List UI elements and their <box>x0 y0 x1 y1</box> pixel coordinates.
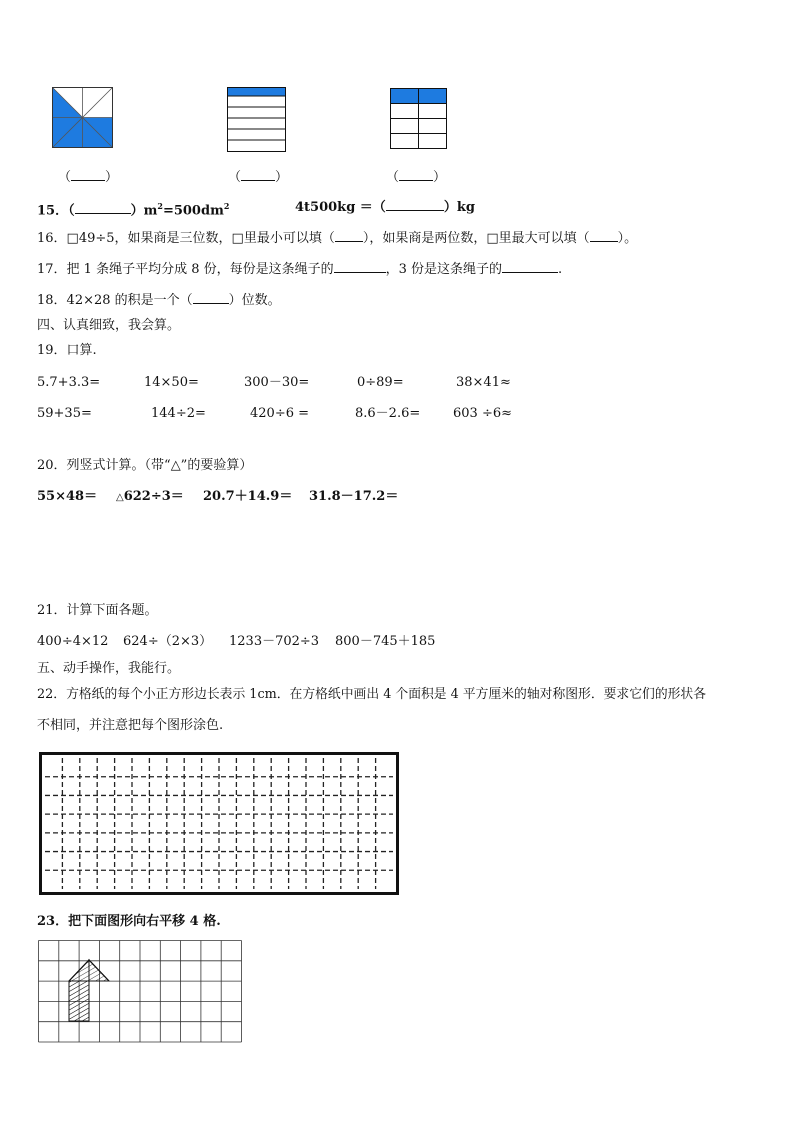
vertical-calc-item-verify <box>116 489 184 506</box>
question-18 <box>37 291 281 309</box>
dashed-grid-paper[interactable] <box>39 752 399 895</box>
unit-text: ）kg <box>443 200 475 215</box>
fraction-answer-1[interactable] <box>58 166 118 185</box>
question-text: . <box>558 262 563 277</box>
equation-text: =500dm <box>162 203 224 219</box>
paren-right: ） <box>275 170 289 185</box>
fraction-answer-2[interactable] <box>228 166 288 185</box>
fraction-answer-3[interactable] <box>386 166 446 185</box>
superscript: 2 <box>157 201 163 211</box>
paren-left: （ <box>228 170 242 185</box>
calc-item: 400÷4×12 <box>37 634 109 649</box>
equation-text: 4t500kg ＝（ <box>295 200 386 215</box>
fraction-square-figure <box>52 87 114 149</box>
question-text: 16．□49÷5，如果商是三位数，□里最小可以填（ <box>37 231 335 246</box>
calc-item: 144÷2= <box>151 406 206 421</box>
question-text: ）位数。 <box>228 293 281 308</box>
paren-right: ） <box>433 170 447 185</box>
fraction-strips-figure <box>227 87 287 153</box>
unit-text: ）m <box>130 203 158 219</box>
vertical-calc-item: 31.8－17.2＝ <box>309 489 399 504</box>
answer-blank[interactable] <box>71 168 105 181</box>
answer-blank[interactable] <box>590 229 618 242</box>
section-4-heading: 四、认真细致，我会算。 <box>37 318 181 333</box>
fraction-grid-figure <box>390 88 448 150</box>
answer-blank[interactable] <box>75 201 131 214</box>
calc-item: 8.6－2.6= <box>355 406 421 421</box>
question-22-line1: 22．方格纸的每个小正方形边长表示 1cm．在方格纸中画出 4 个面积是 4 平方厘米的轴对称图形．要求它们的形状各 <box>37 687 707 702</box>
calc-item: 800－745＋185 <box>335 634 436 649</box>
question-15 <box>37 198 229 219</box>
section-5-heading: 五、动手操作，我能行。 <box>37 661 181 676</box>
calc-item: 420÷6 = <box>250 406 310 421</box>
vertical-calc-item: 55×48＝ <box>37 489 98 504</box>
question-20-title: 20．列竖式计算。（带“△”的要验算） <box>37 458 253 473</box>
question-text: ）。 <box>617 231 638 246</box>
superscript: 2 <box>223 201 230 211</box>
answer-blank[interactable] <box>334 260 386 273</box>
calc-item: 38×41≈ <box>456 375 511 390</box>
calc-item: 624÷（2×3） <box>123 634 213 649</box>
vertical-calc-item: 20.7＋14.9＝ <box>203 489 293 504</box>
triangle-icon: △ <box>116 492 124 503</box>
question-19-title: 19．口算. <box>37 343 97 358</box>
question-17 <box>37 260 562 278</box>
answer-blank[interactable] <box>399 168 433 181</box>
calc-text: 622÷3＝ <box>123 489 184 504</box>
question-text: ，3 份是这条绳子的 <box>385 262 503 277</box>
calc-item: 14×50= <box>144 375 199 390</box>
paren-left: （ <box>68 203 75 219</box>
question-22-line2: 不相同，并注意把每个图形涂色. <box>37 718 224 733</box>
answer-blank[interactable] <box>386 198 444 211</box>
question-21-title: 21．计算下面各题。 <box>37 603 158 618</box>
question-16 <box>37 229 637 247</box>
paren-right: ） <box>105 170 119 185</box>
translation-grid[interactable] <box>38 940 243 1043</box>
answer-blank[interactable] <box>335 229 363 242</box>
calc-item: 603 ÷6≈ <box>453 406 513 421</box>
question-number: 15． <box>37 203 69 219</box>
question-text: 17．把 1 条绳子平均分成 8 份，每份是这条绳子的 <box>37 262 334 277</box>
answer-blank[interactable] <box>502 260 558 273</box>
arrow-shape <box>69 960 109 1021</box>
answer-blank[interactable] <box>193 291 229 304</box>
calc-item: 1233－702÷3 <box>229 634 320 649</box>
answer-blank[interactable] <box>241 168 275 181</box>
question-23-title: 23．把下面图形向右平移 4 格. <box>37 914 221 929</box>
calc-item: 300－30= <box>244 375 310 390</box>
paren-left: （ <box>58 170 72 185</box>
calc-item: 5.7+3.3= <box>37 375 101 390</box>
question-15-part2 <box>295 198 475 216</box>
question-text: ），如果商是两位数，□里最大可以填（ <box>362 231 590 246</box>
paren-left: （ <box>386 170 400 185</box>
question-text: 18．42×28 的积是一个（ <box>37 293 193 308</box>
calc-item: 59+35= <box>37 406 92 421</box>
calc-item: 0÷89= <box>357 375 404 390</box>
